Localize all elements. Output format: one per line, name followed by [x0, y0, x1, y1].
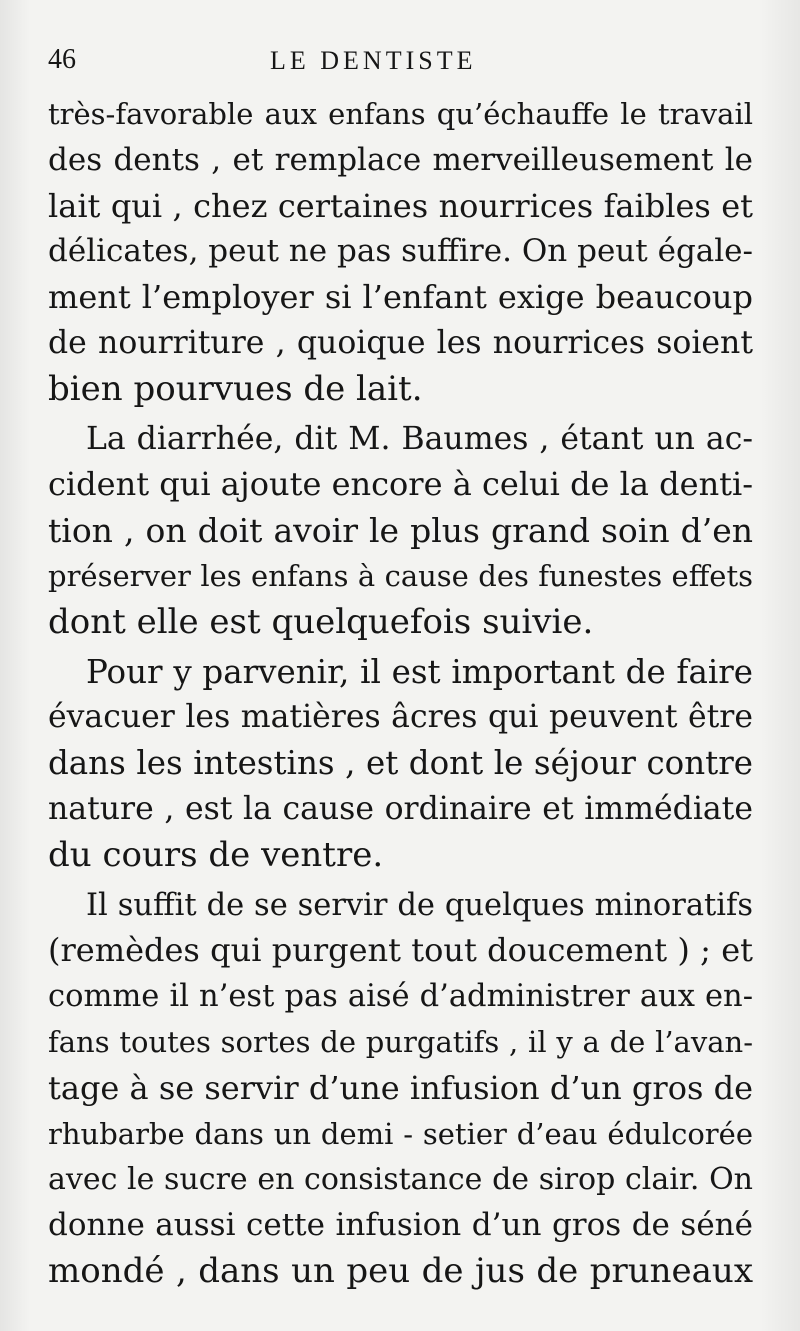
text-line: évacuer les matières âcres qui peuvent être	[48, 699, 753, 736]
paragraph-2	[48, 417, 753, 646]
text-line: fans toutes sortes de purgatifs , il y a de l’avan-	[48, 1024, 753, 1059]
text-line: délicates, peut ne pas suffire. On peut égale-	[48, 233, 753, 270]
paragraph-3	[48, 650, 753, 879]
text-line: nature , est la cause ordinaire et immédiate	[48, 790, 753, 827]
text-line: tage à se servir d’une infusion d’un gros de	[48, 1068, 753, 1107]
text-line: de nourriture , quoique les nourrices soient	[48, 324, 753, 361]
running-head	[48, 44, 748, 84]
text-line: La diarrhée, dit M. Baumes , étant un ac-	[86, 420, 753, 457]
text-line: lait qui , chez certaines nourrices faibles et	[48, 186, 753, 225]
body-text	[48, 92, 753, 1295]
paragraph-4	[48, 883, 753, 1295]
text-line: comme il n’est pas aisé d’administrer aux en-	[48, 979, 753, 1015]
text-line: mondé , dans un peu de jus de pruneaux	[48, 1250, 753, 1291]
text-line: très-favorable aux enfans qu’échauffe le travail	[48, 97, 753, 131]
text-line: avec le sucre en consistance de sirop clair. On	[48, 1162, 753, 1198]
text-line: bien pourvues de lait.	[48, 368, 423, 409]
text-line: dans les intestins , et dont le séjour contre	[48, 744, 753, 783]
text-line: ment l’employer si l’enfant exige beaucoup	[48, 278, 753, 317]
text-line: tion , on doit avoir le plus grand soin d’en	[48, 511, 753, 551]
text-line: rhubarbe dans un demi - setier d’eau édulcorée	[48, 1116, 753, 1151]
paragraph-1	[48, 92, 753, 413]
running-title: LE DENTISTE	[270, 46, 477, 75]
text-line: (remèdes qui purgent tout doucement ) ; et	[48, 931, 753, 970]
text-line: préserver les enfans à cause des funestes effets	[48, 558, 753, 593]
text-line: du cours de ventre.	[48, 834, 384, 875]
text-line: cident qui ajoute encore à celui de la denti-	[48, 465, 754, 504]
text-line: donne aussi cette infusion d’un gros de séné	[48, 1207, 753, 1244]
text-line: dont elle est quelquefois suivie.	[48, 601, 594, 642]
text-line: Pour y parvenir, il est important de faire	[86, 652, 753, 691]
text-line: Il suffit de se servir de quelques minoratifs	[86, 887, 753, 923]
page-number: 46	[48, 44, 76, 75]
text-line: des dents , et remplace merveilleusement le	[48, 141, 753, 178]
